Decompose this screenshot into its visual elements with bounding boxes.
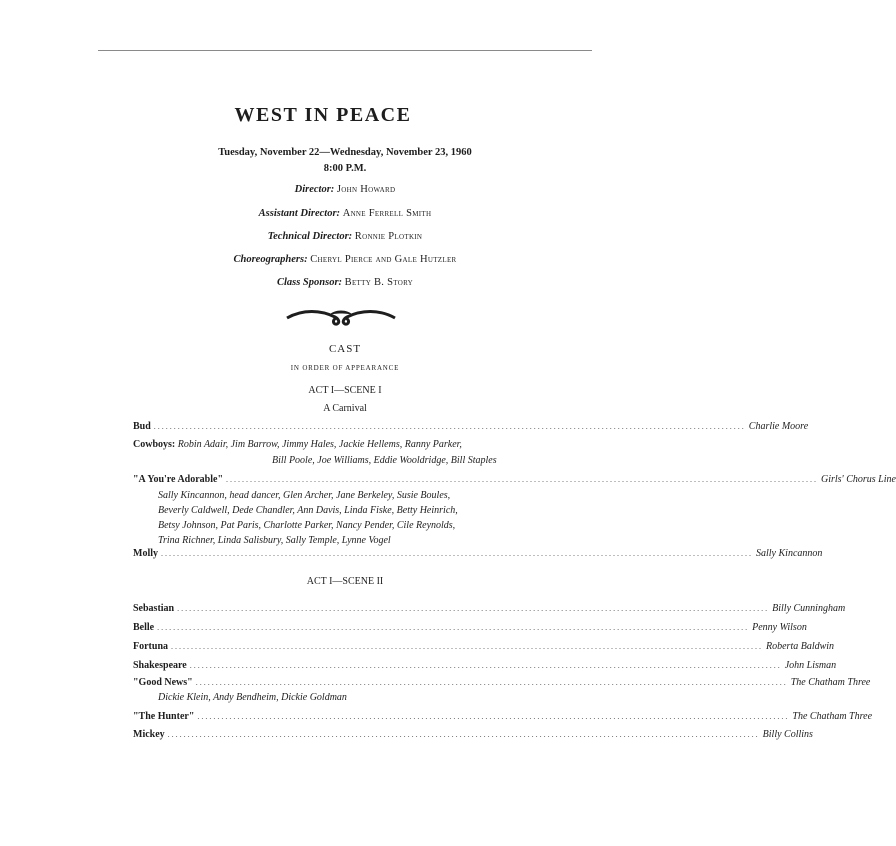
cast-row-fortuna bbox=[133, 641, 835, 655]
leader-dots: .................................................................................................................................................... bbox=[195, 678, 788, 687]
credit-name: Anne Ferrell Smith bbox=[342, 208, 432, 219]
leader-dots: .................................................................................................................................................... bbox=[153, 422, 746, 431]
performance-dates: Tuesday, November 22—Wednesday, November 23, 1960 bbox=[218, 147, 472, 158]
cast-row-sebastian bbox=[133, 603, 846, 617]
credit-label: Choreographers: bbox=[233, 254, 308, 265]
role-name: Belle bbox=[133, 622, 155, 633]
actor-name: The Chatham Three bbox=[792, 711, 873, 722]
credit-label: Director: bbox=[294, 184, 335, 195]
cowboys-line-2: Bill Poole, Joe Williams, Eddie Wooldridge, Bill Staples bbox=[272, 455, 497, 466]
credit-name: John Howard bbox=[336, 184, 396, 195]
cast-row-good-news bbox=[133, 677, 871, 691]
role-name: Bud bbox=[133, 421, 151, 432]
top-rule bbox=[98, 50, 592, 51]
credit-label: Assistant Director: bbox=[258, 208, 341, 219]
cast-row-mickey bbox=[133, 729, 813, 743]
role-name: Fortuna bbox=[133, 641, 168, 652]
leader-dots: .................................................................................................................................................... bbox=[177, 604, 770, 613]
good-news-members: Dickie Klein, Andy Bendheim, Dickie Goldman bbox=[158, 692, 347, 703]
chorus-line-4: Trina Richner, Linda Salisbury, Sally Temple, Lynne Vogel bbox=[158, 535, 391, 546]
chorus-line-1: Sally Kincannon, head dancer, Glen Archer, Jane Berkeley, Susie Boules, bbox=[158, 490, 451, 501]
role-name: Shakespeare bbox=[133, 660, 187, 671]
credit-assistant-director bbox=[0, 208, 690, 219]
act1-scene1-setting: A Carnival bbox=[323, 403, 367, 414]
role-name: Sebastian bbox=[133, 603, 175, 614]
act1-scene2-heading: ACT I—SCENE II bbox=[306, 576, 384, 587]
cast-row-shakespeare bbox=[133, 660, 837, 674]
performance-time: 8:00 P.M. bbox=[323, 163, 367, 174]
credit-director bbox=[0, 184, 690, 195]
leader-dots: .................................................................................................................................................... bbox=[167, 730, 760, 739]
leader-dots: .................................................................................................................................................... bbox=[226, 475, 818, 484]
cast-subheading: IN ORDER OF APPEARANCE bbox=[290, 364, 400, 372]
actor-name: Billy Collins bbox=[762, 729, 813, 740]
role-name: Molly bbox=[133, 548, 158, 559]
role-name: "Good News" bbox=[133, 677, 193, 688]
credit-name: Ronnie Plotkin bbox=[354, 231, 423, 242]
role-name: Cowboys: bbox=[133, 439, 176, 450]
actor-name: Sally Kincannon bbox=[756, 548, 823, 559]
leader-dots: .................................................................................................................................................... bbox=[189, 661, 782, 670]
actor-name: Girls' Chorus Line bbox=[821, 474, 896, 485]
actor-name: Billy Cunningham bbox=[772, 603, 846, 614]
credit-technical-director bbox=[0, 231, 690, 242]
cast-heading: CAST bbox=[328, 343, 362, 355]
cast-row-molly bbox=[133, 548, 823, 562]
credit-choreographers bbox=[0, 254, 690, 265]
act1-scene1-heading: ACT I—SCENE I bbox=[308, 385, 382, 396]
cowboys-names: Robin Adair, Jim Barrow, Jimmy Hales, Jackie Hellems, Ranny Parker, bbox=[177, 439, 462, 450]
leader-dots: .................................................................................................................................................... bbox=[197, 712, 790, 721]
actor-name: Roberta Baldwin bbox=[766, 641, 835, 652]
credit-name: Betty B. Story bbox=[344, 277, 414, 288]
actor-name: Penny Wilson bbox=[752, 622, 807, 633]
cast-row-belle bbox=[133, 622, 807, 636]
ornament-flourish bbox=[285, 305, 397, 327]
chorus-line-2: Beverly Caldwell, Dede Chandler, Ann Davis, Linda Fiske, Betty Heinrich, bbox=[158, 505, 458, 516]
cast-row-bud bbox=[133, 421, 809, 435]
leader-dots: .................................................................................................................................................... bbox=[161, 549, 753, 558]
cowboys-line-1 bbox=[133, 439, 462, 450]
credit-name: Cheryl Pierce and Gale Hutzler bbox=[310, 254, 457, 265]
program-title: WEST IN PEACE bbox=[234, 104, 412, 126]
cast-row-adorable bbox=[133, 474, 896, 488]
actor-name: John Lisman bbox=[784, 660, 837, 671]
leader-dots: .................................................................................................................................................... bbox=[157, 623, 750, 632]
role-name: Mickey bbox=[133, 729, 165, 740]
chorus-line-3: Betsy Johnson, Pat Paris, Charlotte Parker, Nancy Pender, Cile Reynolds, bbox=[158, 520, 456, 531]
credit-class-sponsor bbox=[0, 277, 690, 288]
leader-dots: .................................................................................................................................................... bbox=[171, 642, 763, 651]
actor-name: Charlie Moore bbox=[748, 421, 809, 432]
credit-label: Class Sponsor: bbox=[276, 277, 343, 288]
role-name: "The Hunter" bbox=[133, 711, 195, 722]
actor-name: The Chatham Three bbox=[790, 677, 871, 688]
role-name: "A You're Adorable" bbox=[133, 474, 223, 485]
credit-label: Technical Director: bbox=[267, 231, 353, 242]
cast-row-the-hunter bbox=[133, 711, 873, 725]
